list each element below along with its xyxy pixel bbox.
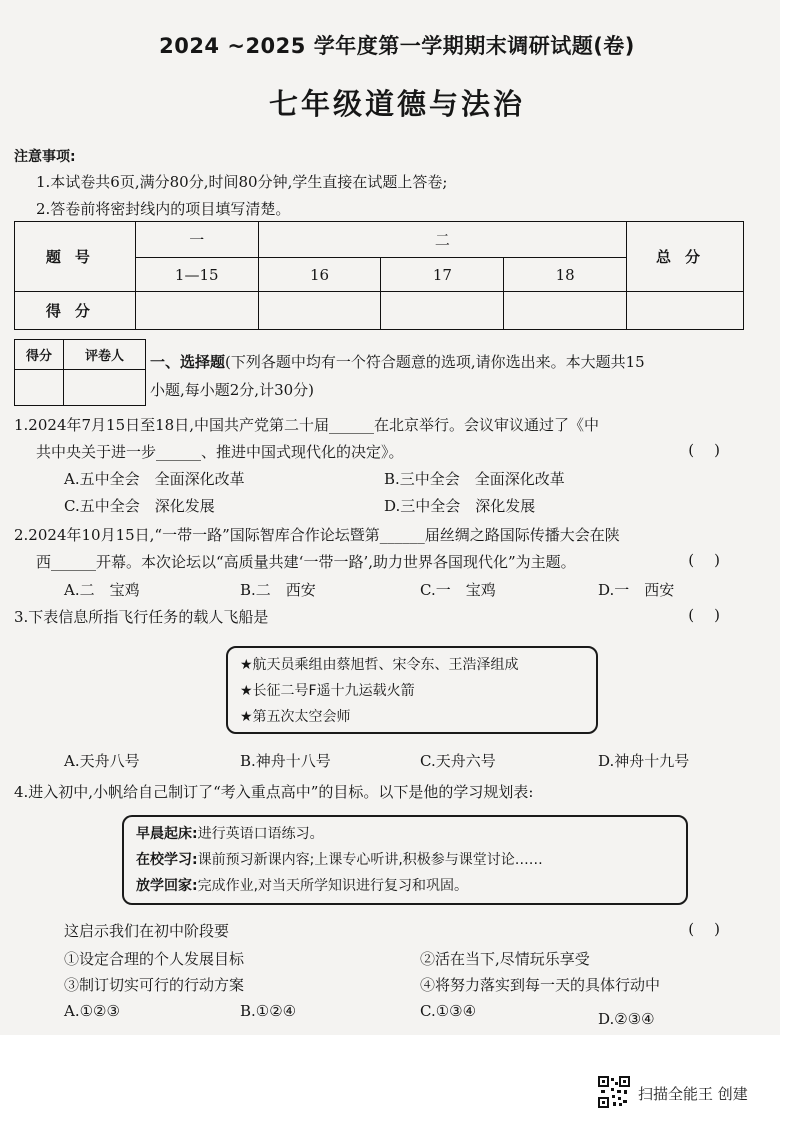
grader-score-cell[interactable] xyxy=(15,370,64,406)
score-cell[interactable] xyxy=(381,292,504,330)
qr-code-icon xyxy=(598,1076,630,1108)
col-header: 17 xyxy=(381,258,504,292)
section-two-header: 二 xyxy=(258,222,626,258)
col-header: 16 xyxy=(258,258,381,292)
grader-score-label: 得分 xyxy=(15,340,64,370)
plan-text: 完成作业,对当天所学知识进行复习和巩固。 xyxy=(197,878,469,894)
section-one-header: 一 xyxy=(135,222,258,258)
q2-option-d[interactable]: D.一 西安 xyxy=(598,581,675,599)
q4-option-d[interactable]: D.②③④ xyxy=(598,1010,655,1028)
q1-option-c[interactable]: C.五中全会 深化发展 xyxy=(64,497,215,515)
answer-blank[interactable]: () xyxy=(688,606,740,624)
question-2-text: 2.2024年10月15日,“一带一路”国际智库合作论坛暨第______届丝绸之路国际传播大会在陕 xyxy=(14,526,620,544)
q3-option-d[interactable]: D.神舟十九号 xyxy=(598,752,690,770)
plan-text: 进行英语口语练习。 xyxy=(197,826,324,842)
answer-blank[interactable]: () xyxy=(688,551,740,569)
score-cell[interactable] xyxy=(627,292,744,330)
q2-option-b[interactable]: B.二 西安 xyxy=(240,581,316,599)
question-2-text-cont: 西______开幕。本次论坛以“高质量共建‘一带一路’,助力世界各国现代化”为主题。 xyxy=(36,553,576,571)
col-header: 1—15 xyxy=(135,258,258,292)
q4-option-c[interactable]: C.①③④ xyxy=(420,1002,477,1020)
q4-plan-line xyxy=(136,823,324,843)
q3-info-line: ★第五次太空会师 xyxy=(240,709,351,725)
plan-text: 课前预习新课内容;上课专心听讲,积极参与课堂讨论…… xyxy=(197,852,543,868)
score-cell[interactable] xyxy=(258,292,381,330)
note-item: 1.本试卷共6页,满分80分,时间80分钟,学生直接在试题上答卷; xyxy=(36,173,448,191)
answer-blank[interactable]: () xyxy=(688,920,740,938)
q4-plan-line xyxy=(136,849,543,869)
question-4-text: 4.进入初中,小帆给自己制订了“考入重点高中”的目标。以下是他的学习规划表: xyxy=(14,783,534,801)
question-1-text-cont: 共中央关于进一步______、推进中国式现代化的决定》。 xyxy=(36,443,404,461)
q4-item-2: ②活在当下,尽情玩乐享受 xyxy=(420,950,590,968)
q2-option-c[interactable]: C.一 宝鸡 xyxy=(420,581,496,599)
notes-heading: 注意事项: xyxy=(14,149,76,165)
exam-title: 2024 ~2025 学年度第一学期期末调研试题(卷) xyxy=(159,34,635,58)
q4-plan-line xyxy=(136,875,468,895)
q3-option-a[interactable]: A.天舟八号 xyxy=(64,752,140,770)
question-1-text: 1.2024年7月15日至18日,中国共产党第二十届______在北京举行。会议审议通过了《中 xyxy=(14,416,599,434)
plan-label: 在校学习: xyxy=(136,852,198,868)
answer-blank[interactable]: () xyxy=(688,441,740,459)
score-cell[interactable] xyxy=(135,292,258,330)
q3-info-line: ★航天员乘组由蔡旭哲、宋令东、王浩泽组成 xyxy=(240,657,519,673)
plan-label: 早晨起床: xyxy=(136,826,198,842)
row-label-question-no: 题号 xyxy=(15,222,136,292)
q4-plan-box xyxy=(122,815,688,905)
question-4-stem: 这启示我们在初中阶段要 xyxy=(64,922,230,940)
grader-reviewer-cell[interactable] xyxy=(64,370,146,406)
q3-info-box xyxy=(226,646,598,734)
q3-option-c[interactable]: C.天舟六号 xyxy=(420,752,496,770)
plan-label: 放学回家: xyxy=(136,878,198,894)
scanner-watermark: 扫描全能王 创建 xyxy=(638,1085,748,1103)
section-one-instructions xyxy=(150,348,645,404)
q1-option-a[interactable]: A.五中全会 全面深化改革 xyxy=(64,470,245,488)
total-header: 总分 xyxy=(627,222,744,292)
grader-reviewer-label: 评卷人 xyxy=(64,340,146,370)
q4-option-b[interactable]: B.①②④ xyxy=(240,1002,297,1020)
q4-option-a[interactable]: A.①②③ xyxy=(64,1002,120,1020)
section-one-desc: (下列各题中均有一个符合题意的选项,请你选出来。本大题共15 xyxy=(225,353,645,371)
grader-box xyxy=(14,339,146,406)
q3-option-b[interactable]: B.神舟十八号 xyxy=(240,752,331,770)
note-item: 2.答卷前将密封线内的项目填写清楚。 xyxy=(36,200,291,218)
question-3-text: 3.下表信息所指飞行任务的载人飞船是 xyxy=(14,608,269,626)
col-header: 18 xyxy=(504,258,627,292)
subject-title: 七年级道德与法治 xyxy=(268,87,525,121)
q3-info-line: ★长征二号F遥十九运载火箭 xyxy=(240,683,415,699)
q2-option-a[interactable]: A.二 宝鸡 xyxy=(64,581,140,599)
q4-item-4: ④将努力落实到每一天的具体行动中 xyxy=(420,976,661,994)
section-one-title: 一、选择题 xyxy=(150,353,226,371)
section-one-desc-cont: 小题,每小题2分,计30分) xyxy=(150,381,315,399)
row-label-score: 得分 xyxy=(15,292,136,330)
q1-option-d[interactable]: D.三中全会 深化发展 xyxy=(384,497,536,515)
q1-option-b[interactable]: B.三中全会 全面深化改革 xyxy=(384,470,565,488)
q4-item-3: ③制订切实可行的行动方案 xyxy=(64,976,245,994)
score-cell[interactable] xyxy=(504,292,627,330)
q4-item-1: ①设定合理的个人发展目标 xyxy=(64,950,245,968)
score-table xyxy=(14,221,744,330)
